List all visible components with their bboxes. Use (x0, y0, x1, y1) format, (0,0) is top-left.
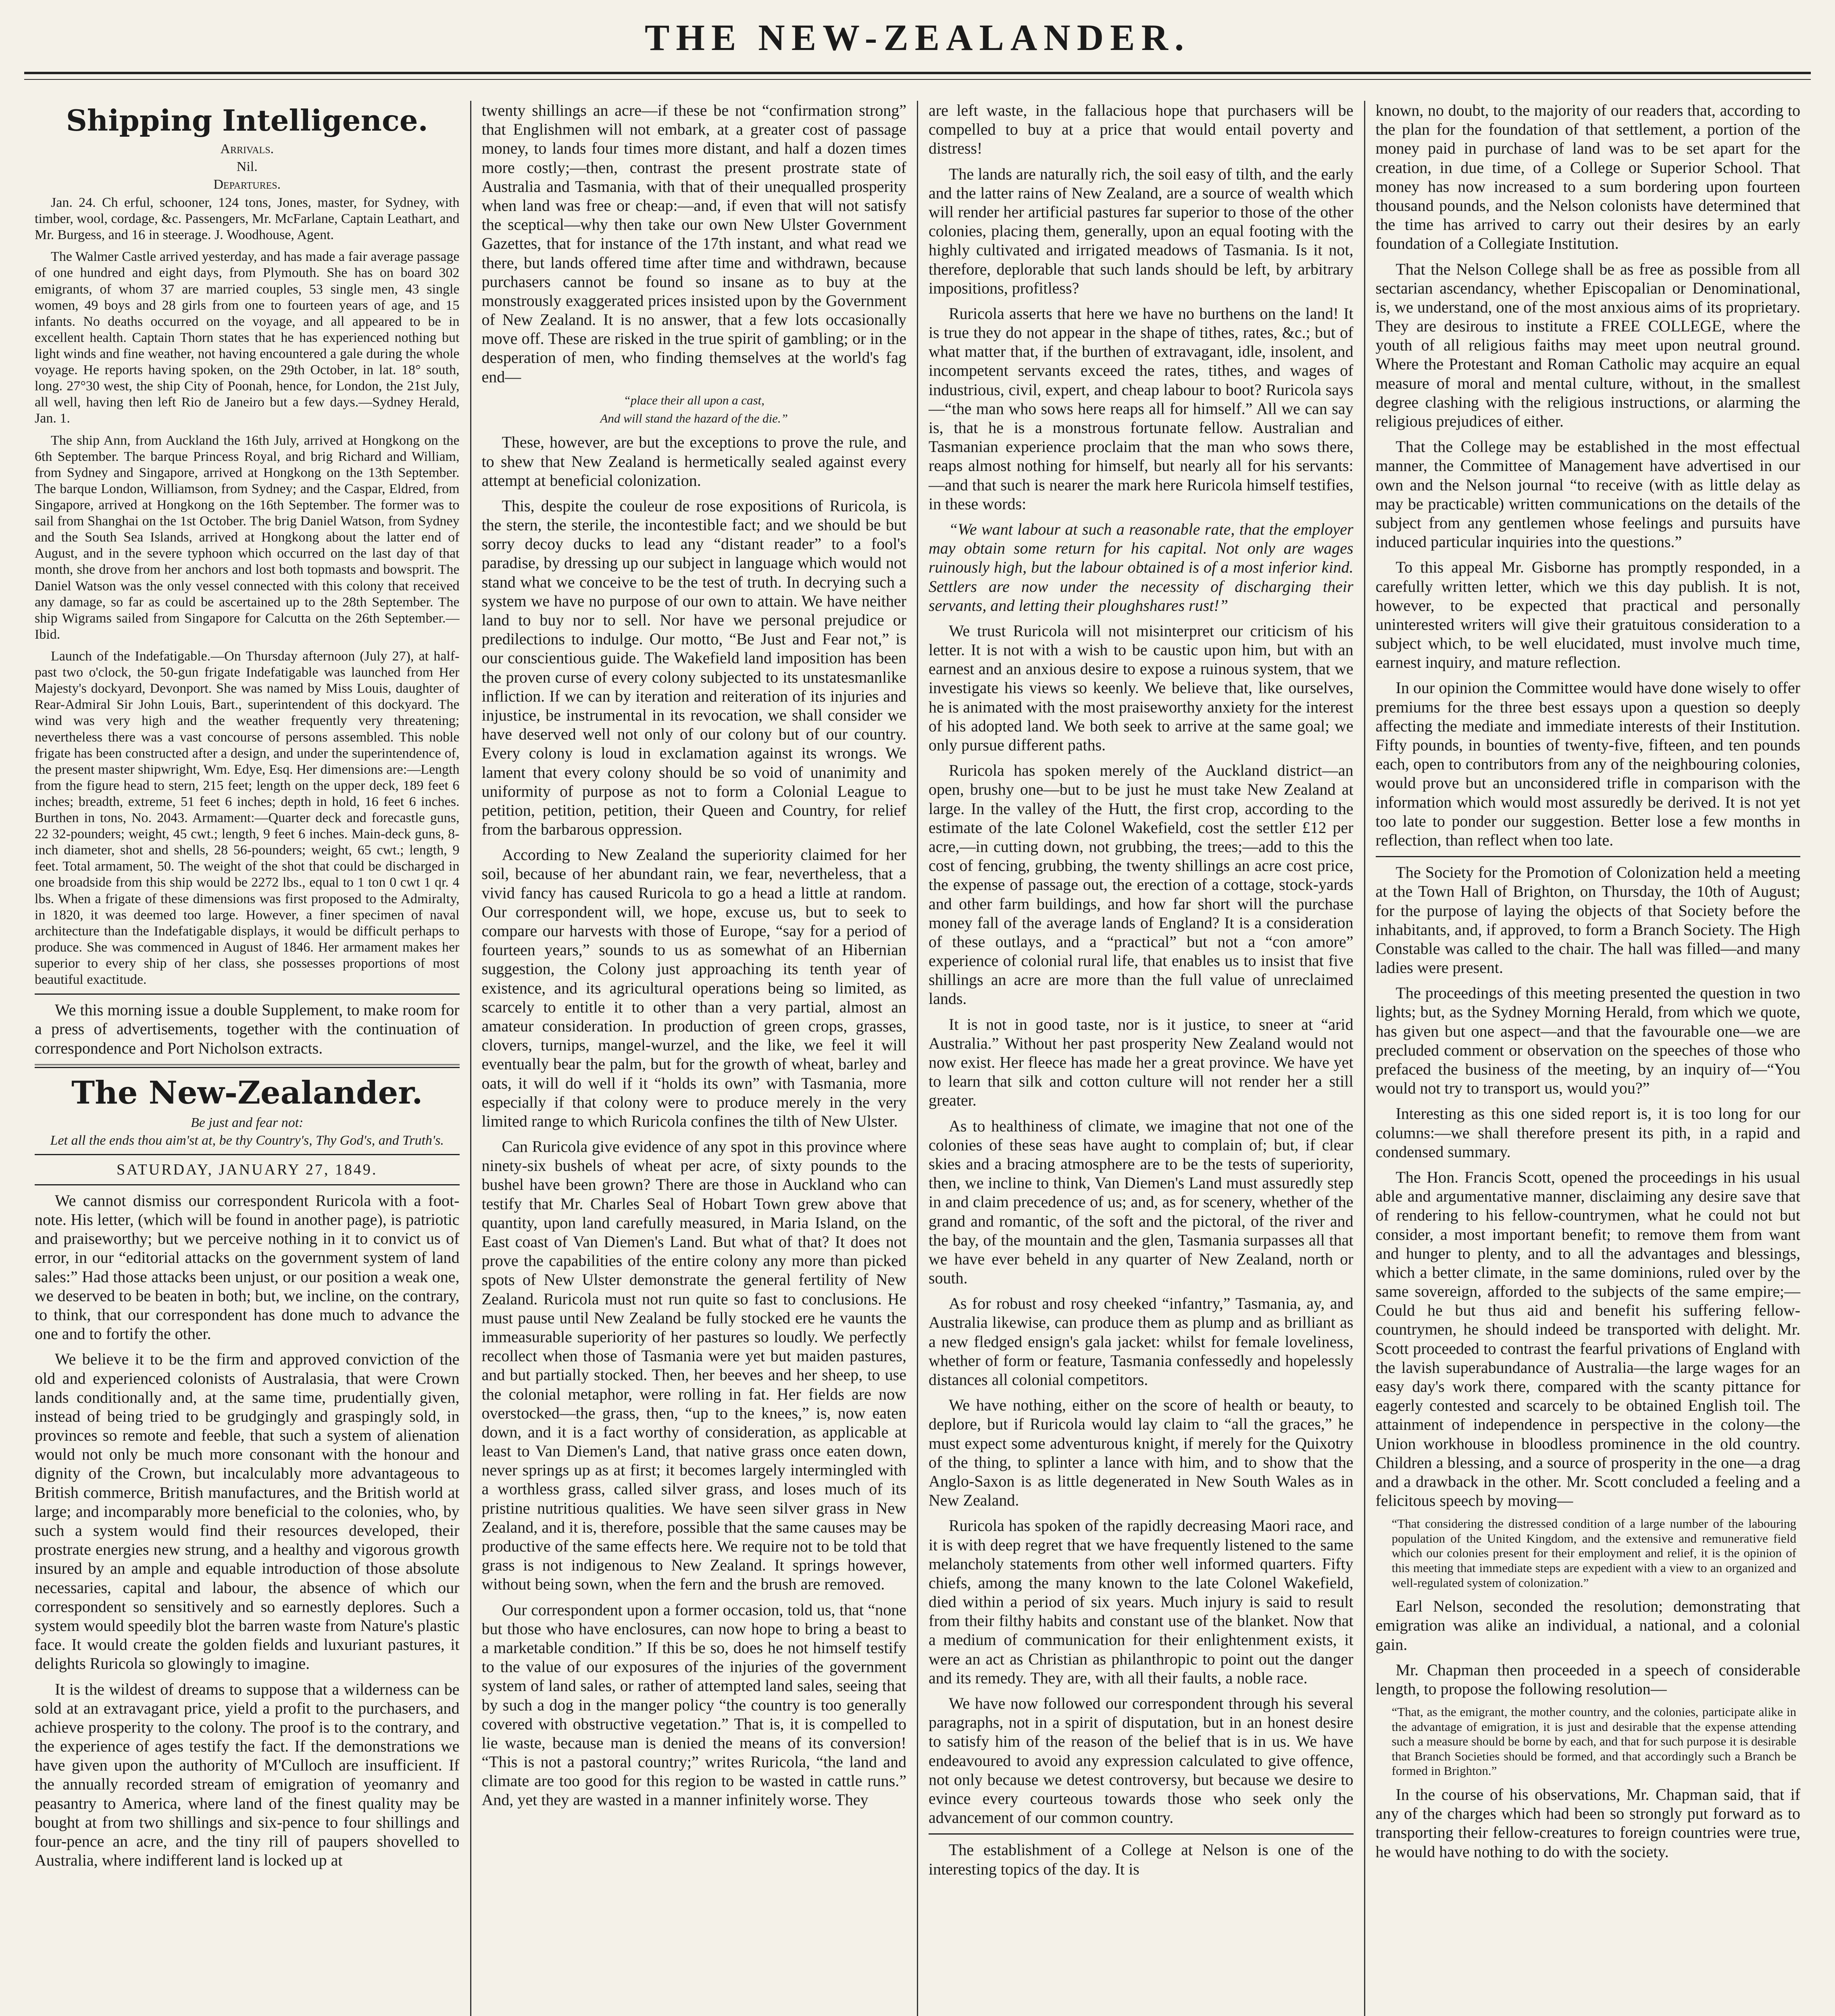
departures-text: Jan. 24. Ch erful, schooner, 124 tons, Jones, master, for Sydney, with timber, wool, cordage, &c. Passengers, Mr. McFarlane, Captain Leathart, and Mr. Burgess, and 16 in steerage. J. Woodhouse, Agent. (35, 195, 460, 243)
masthead-rule-thin (24, 79, 1811, 80)
resolution-quote: “That, as the emigrant, the mother country, and the colonies, participate alike in the advantage of emigration, it is just and desirable that the expense attending such a measure should be borne by each, and that for such purpose it is desirable that Branch Societies should be formed, and that accordingly such a Branch be formed in Brighton.” (1391, 1705, 1796, 1778)
divider (35, 993, 460, 995)
supplement-notice: We this morning issue a double Supplement, to make room for a press of advertisements, together with the continuation of correspondence and Port Nicholson extracts. (35, 1001, 460, 1057)
editorial-paragraph: We believe it to be the firm and approved conviction of the old and experienced colonists of Australasia, that were Crown lands conditionally and, at the same time, prudentially given, instead of being tried to be grudgingly and graspingly sold, in provinces so remote and feeble, that such a system of alienation would not only be much more consonant with the honour and dignity of the Crown, but incalculably more advantageous to British commerce, British manufactures, and the British world at large; and incomparably more beneficial to the colonies, who, by such a system would find their resources developed, their prostrate energies new strung, and a healthy and vigorous growth insured by an ample and equable introduction of those absolute necessaries, capital and labour, the absence of which our correspondent so sensitively and so earnestly deplores. Such a system would speedily blot the barren waste from Nature's plastic face. It would create the golden fields and luxuriant pastures, it delights Ruricola so glowingly to imagine. (35, 1350, 460, 1673)
ship-ann-item: The ship Ann, from Auckland the 16th July, arrived at Hongkong on the 6th September. The barque Princess Royal, and brig Richard and William, from Sydney and Singapore, arrived at Hongkong on the 13th September. The barque London, Williamson, from Sydney; and the Caspar, Eldred, from Singapore, arrived at Hongkong on the 16th September. The former was to sail from Shanghai on the 1st October. The brig Daniel Watson, from Sydney and the South Sea Islands, arrived at Hongkong about the latter end of August, and in the severe typhoon which occurred on the last day of that month, she drove from her anchors and lost both topmasts and bowsprit. The Daniel Watson was the only vessel connected with this colony that received any damage, so far as could be ascertained up to the 28th September. The ship Wigrams sailed from Singapore for Calcutta on the 26th September.—Ibid. (35, 433, 460, 642)
columns (24, 101, 1811, 2016)
article-paragraph: That the Nelson College shall be as free as possible from all sectarian ascendancy, whether Episcopalian or Denominational, is, we understand, one of the most anxious aims of its proprietary. They are desirous to institute a FREE COLLEGE, where the youth of all religious faiths may meet upon neutral ground. Where the Protestant and Roman Catholic may acquire an equal measure of moral and mental culture, without, in the smallest degree clashing with the religious instructions, or alarming the religious prejudices of either. (1375, 260, 1800, 430)
column-4 (1364, 101, 1811, 2016)
article-paragraph: The Society for the Promotion of Colonization held a meeting at the Town Hall of Brighton, on Thursday, the 10th of August; for the purpose of laying the objects of that Society before the inhabitants, and, if approved, to form a Branch Society. The High Constable was called to the chair. The hall was filled—and many ladies were present. (1375, 863, 1800, 977)
divider (1376, 856, 1801, 857)
article-paragraph: As for robust and rosy cheeked “infantry,” Tasmania, ay, and Australia likewise, can produce them as plump and as brilliant as a new fledged ensign's gala jacket: whilst for female loveliness, whether of form or feature, Tasmania confessedly and hopelessly distances all colonial competitors. (929, 1294, 1354, 1389)
shipping-heading: Shipping Intelligence. (66, 103, 428, 137)
verse-line: “place their all upon a cast, (623, 393, 765, 407)
divider (35, 1064, 460, 1068)
article-paragraph: This, despite the couleur de rose expositions of Ruricola, is the stern, the sterile, the incontestible fact; and we should be but sorry decoy ducks to lead any “distant reader” to a fool's paradise, by dressing up our subject in language which would not stand what we conceive to be the test of truth. In decrying such a system we have no purpose of our own to attain. We have neither land to buy nor to sell. Nor have we personal prejudice or predilections to indulge. Our motto, “Be Just and Fear not,” is our conscientious guide. The Wakefield land imposition has been the proven curse of every colony subjected to its unstatesmanlike infliction. If we can by iteration and reiteration of its injuries and injustice, be instrumental in its revocation, we shall consider we have deserved well not only of our colony but of our country. Every colony is loud in exclamation against its wrongs. We lament that every colony should be so void of unanimity and uniformity of purpose as not to form a Colonial League to petition, petition, petition, their Queen and Country, for relief from the barbarous oppression. (481, 496, 906, 839)
article-paragraph: These, however, are but the exceptions to prove the rule, and to shew that New Zealand is hermetically sealed against every attempt at beneficial colonization. (481, 433, 906, 489)
article-paragraph: According to New Zealand the superiority claimed for her soil, because of her abundant rain, we fear, nevertheless, that a vivid fancy has caused Ruricola to go a head a little at random. Our correspondent will, we hope, excuse us, but to seek to compare our harvests with those of Europe, “say for a period of fourteen years,” sounds to us as somewhat of an Hibernian suggestion, the Colony just approaching its tenth year of existence, and its agricultural operations being so limited, as scarcely to entitle it to other than a very partial, almost an amateur consideration. In production of green crops, grasses, clovers, turnips, mangel-wurzel, and the like, we feel it will eventually bear the palm, but for the growth of wheat, barley and oats, it will do well if it “holds its own” with Tasmania, more especially if that colony were to produce merely in the very limited range to which Ruricola confines the tilth of New Ulster. (481, 846, 906, 1130)
article-paragraph: Ruricola asserts that here we have no burthens on the land! It is true they do not appear in the shape of tithes, rates, &c.; but of what matter that, if the burthen of extravagant, idle, insolent, and incompetent servants exceed the rates, tithes, and wages of industrious, civil, expert, and cheap labour to boot? Ruricola says—“the man who sows here reaps all for himself.” All we can say is, that he is a monstrous fortunate fellow. Australian and Tasmanian experience proclaim that the man who sows there, reaps almost nothing for himself, but nearly all for his servants:—and that such is nearer the mark here Ruricola himself testifies, in these words: (929, 304, 1354, 513)
article-paragraph: are left waste, in the fallacious hope that purchasers will be compelled to buy at a price that would entail poverty and distress! (929, 101, 1354, 158)
masthead-title: THE NEW-ZEALANDER. (645, 17, 1190, 58)
divider (35, 1184, 460, 1185)
quoted-passage: “We want labour at such a reasonable rate, that the employer may obtain some return for his capital. Not only are wages ruinously high, but the labour obtained is of a most inferior kind. Settlers are now under the necessity of discharging their servants, and letting their ploughshares rust!” (929, 520, 1354, 614)
divider (35, 1154, 460, 1155)
article-paragraph: We have now followed our correspondent through his several paragraphs, not in a spirit of disputation, but in an honest desire to satisfy him of the reason of the belief that is in us. We have endeavoured to avoid any expression calculated to give offence, not only because we detest controversy, but because we desire to evince every courteous towards those who seek only the advancement of our common country. (929, 1694, 1354, 1827)
article-paragraph: In the course of his observations, Mr. Chapman said, that if any of the charges which had been so strongly put forward as to transporting their fellow-creatures to foreign countries were true, he would have nothing to do with the society. (1375, 1785, 1800, 1861)
article-paragraph: Our correspondent upon a former occasion, told us, that “none but those who have enclosures, can now hope to bring a beast to a marketable condition.” If this be so, does he not himself testify to the value of our exposures of the injuries of the government system of land sales, or rather of attempted land sales, seeing that by such a dog in the manger policy “the country is too generally covered with obstructive vegetation.” That is, it is compelled to lie waste, because man is denied the means of its conversion! “This is not a pastoral country;” writes Ruricola, “the land and climate are too good for this region to be wasted in cattle runs.” And, yet they are wasted in a manner infinitely worse. They (481, 1600, 906, 1809)
article-paragraph: twenty shillings an acre—if these be not “confirmation strong” that Englishmen will not embark, at a greater cost of passage money, to lands four times more distant, and half a dozen times more costly;—then, contrast the present prostrate state of Australia and Tasmania, with that of their unequalled prosperity when land was free or cheap:—and, if even that will not satisfy the sceptical—why then take our own New Ulster Government Gazettes, that for instance of the 17th instant, and what read we there, but lands offered time after time and withdrawn, because purchasers cannot be found so insane as to buy at the monstrously exaggerated prices insisted upon by the Government of New Zealand. It is no answer, that a few lots occasionally move off. These are risked in the true spirit of gambling; or in the desperation of men, who finding themselves at the world's fag end— (481, 101, 906, 386)
verse-line: And will stand the hazard of the die.” (600, 411, 788, 425)
article-paragraph: Interesting as this one sided report is, it is too long for our columns:—we shall therefore present its pith, in a rapid and condensed summary. (1375, 1104, 1800, 1161)
article-paragraph: The proceedings of this meeting presented the question in two lights; but, as the Sydney Morning Herald, from which we quote, has given but one aspect—and that the favourable one—we are precluded comment or observation on the speeches of those who prefaced the business of the meeting, by an inquiry of—“You would not try to transport us, would you?” (1375, 984, 1800, 1098)
dateline: SATURDAY, JANUARY 27, 1849. (117, 1161, 378, 1178)
article-paragraph: The lands are naturally rich, the soil easy of tilth, and the early and the latter rains of New Zealand, are a source of wealth which will render her artificial pastures far superior to those of the other colonies, placing them, generally, upon an equal footing with the highly cultivated and irrigated meadows of Tasmania. Is it not, therefore, deplorable that such lands should be left, by arbitrary impositions, profitless? (929, 165, 1354, 297)
article-paragraph: Can Ruricola give evidence of any spot in this province where ninety-six bushels of wheat per acre, of sixty pounds to the bushel have been grown? There are those in Auckland who can testify that Mr. Charles Seal of Hobart Town grew above that quantity, upon land carefully measured, in Maria Island, on the East coast of Van Diemen's Land. But what of that? It does not prove the capabilities of the entire colony any more than picked spots of New Ulster demonstrate the general fertility of New Zealand. Ruricola must not run quite so fast to conclusions. He must pause until New Zealand be fully stocked ere he vaunts the immeasurable superiority of her pastures so loudly. We perfectly recollect when those of Tasmania were yet but maiden pastures, and but partially stocked. Then, her beeves and her sheep, to use the colonial metaphor, were rolling in fat. Her fields are now overstocked—the grass, then, “up to the knees,” is, now eaten down, and it is a fact worthy of consideration, as applicable at least to Van Diemen's Land, that native grass once eaten down, never springs up as at first; it becomes largely intermingled with a worthless grass, called silver grass, and loses much of its pristine nutritious qualities. We have seen silver grass in New Zealand, and it is, therefore, possible that the same causes may be productive of the same effects here. We require not to be told that grass is not indigenous to New Zealand. It springs however, without being sown, when the fern and the brush are removed. (481, 1137, 906, 1593)
motto-line-2: Let all the ends thou aim'st at, be thy Country's, Thy God's, and Truth's. (50, 1133, 444, 1148)
divider (929, 1833, 1354, 1835)
article-paragraph: The establishment of a College at Nelson is one of the interesting topics of the day. It is (929, 1841, 1354, 1878)
article-paragraph: We have nothing, either on the score of health or beauty, to deplore, but if Ruricola would lay claim to “all the graces,” he must expect some adventurous knight, if merely for the Quixotry of the thing, to splinter a lance with him, and to show that the Anglo-Saxon is as little degenerated in New South Wales as in New Zealand. (929, 1396, 1354, 1510)
article-paragraph: In our opinion the Committee would have done wisely to offer premiums for the three best essays upon a question so deeply affecting the mediate and immediate interests of their Institution. Fifty pounds, in bounties of twenty-five, fifteen, and ten pounds each, open to contributors from any of the neighbouring colonies, would prove but an unconsidered trifle in comparison with the information which would most assuredly be derived. It is not yet too late to ponder our suggestion. Better lose a few months in reflection, than reflect when too late. (1375, 679, 1800, 849)
article-paragraph: We trust Ruricola will not misinterpret our criticism of his letter. It is not with a wish to be caustic upon him, but with an earnest and an anxious desire to expose a ruinous system, that we investigate his views so keenly. We believe that, like ourselves, he is animated with the most praiseworthy anxiety for the interest of his adopted land. We both seek to arrive at the same goal; we only pursue different paths. (929, 621, 1354, 754)
departures-label: Departures. (213, 177, 281, 192)
walmer-castle-item: The Walmer Castle arrived yesterday, and has made a fair average passage of one hundred and eight days, from Plymouth. She has on board 302 emigrants, of whom 37 are married couples, 53 single men, 43 single women, 49 boys and 28 girls from one to fourteen years of age, and 15 infants. No deaths occurred on the voyage, and all appeared to be in excellent health. Captain Thorn states that he has experienced nothing but light winds and fine weather, not having encountered a gale during the whole voyage. He reports having spoken, on the 29th October, in lat. 18° south, long. 27°30 west, the ship City of Poonah, hence, for London, the 21st July, all well, having then left Rio de Janeiro but a few days.—Sydney Herald, Jan. 1. (35, 249, 460, 426)
resolution-quote: “That considering the distressed condition of a large number of the labouring population of the United Kingdom, and the extensive and remunerative field which our colonies present for their employment and relief, it is the opinion of this meeting that immediate steps are expedient with a view to an organized and well-regulated system of colonization.” (1391, 1516, 1796, 1590)
article-paragraph: Earl Nelson, seconded the resolution; demonstrating that emigration was alike an individual, a national, and a colonial gain. (1375, 1597, 1800, 1654)
article-paragraph: That the College may be established in the most effectual manner, the Committee of Management have advertised in our own and the Nelson journal “to receive (with as little delay as may be practicable) written communications on the details of the subject from any gentlemen whose feelings and pursuits have induced particular inquiries into the questions.” (1375, 437, 1800, 551)
column-1 (24, 101, 470, 2016)
arrivals-nil: Nil. (236, 159, 258, 174)
paper-title: The New-Zealander. (71, 1074, 423, 1111)
article-paragraph: It is not in good taste, nor is it justice, to sneer at “arid Australia.” Without her past prosperity New Zealand would not now exist. Her fleece has made her a great province. We have yet to learn that silk and cotton culture will not render her a still greater. (929, 1015, 1354, 1110)
article-paragraph: To this appeal Mr. Gisborne has promptly responded, in a carefully written letter, which we this day publish. It is not, however, to be expected that practical and personally uninterested writers will give their gratuitous consideration to a subject which, to be well elucidated, must involve much time, earnest inquiry, and mature reflection. (1375, 558, 1800, 672)
article-paragraph: The Hon. Francis Scott, opened the proceedings in his usual able and argumentative manner, disclaiming any desire save that of rendering to his fellow-countrymen, what he could not but consider, a most important benefit; to remove them from want and hunger to plenty, and to all the advantages and blessings, which a better climate, in the same dominions, ruled over by the same sovereign, afforded to the subjects of the same empire;—Could he but thus aid and benefit his suffering fellow-countrymen, he should indeed be transported with delight. Mr. Scott proceeded to contrast the fearful privations of England with the lavish superabundance of Australia—the large wages for an easy day's work there, compared with the scanty pittance for eagerly contested and scarcely to be obtained English toil. The attainment of independence in perspective in the colony—the Union workhouse in bloodless prominence in the old country. Children a blessing, and a source of prosperity in the one—a drag and a drawback in the other. Mr. Scott concluded a feeling and a felicitous speech by moving— (1375, 1168, 1800, 1510)
column-3 (917, 101, 1364, 2016)
editorial-paragraph: We cannot dismiss our correspondent Ruricola with a foot-note. His letter, (which will be found in another page), is patriotic and praiseworthy; but we perceive nothing in it to convict us of error, in our “editorial attacks on the government system of land sales:” Had those attacks been unjust, or our position a weak one, we deserved to be beaten in both; but, we incline, on the contrary, to think, that our correspondent has done much to advance the one and to fortify the other. (35, 1191, 460, 1343)
masthead-rule (24, 72, 1811, 74)
arrivals-label: Arrivals. (220, 142, 274, 156)
article-paragraph: Mr. Chapman then proceeded in a speech of considerable length, to propose the following resolution— (1375, 1660, 1800, 1698)
article-paragraph: As to healthiness of climate, we imagine that not one of the colonies of these seas have aught to complain of; but, if clear skies and a bracing atmosphere are to be the tests of superiority, then, we incline to think, Van Diemen's Land must assuredly step in and claim precedence of us; and, as for scenery, whether of the grand and romantic, of the soft and the pictoral, of the river and the bay, of the mountain and the glen, Tasmania surpasses all that we have ever beheld in any quarter of New Zealand, north or south. (929, 1116, 1354, 1287)
article-paragraph: Ruricola has spoken of the rapidly decreasing Maori race, and it is with deep regret that we have frequently listened to the same melancholy statements from other well informed quarters. Fifty chiefs, among the many known to the late Colonel Wakefield, died within a period of six years. Much injury is said to result from their filthy habits and constant use of the blanket. Now that a medium of communication for their enlightenment exists, it were an act as Christian as philanthropic to point out the danger and its remedy. They are, with all their faults, a noble race. (929, 1516, 1354, 1687)
editorial-paragraph: It is the wildest of dreams to suppose that a wilderness can be sold at an extravagant price, yield a profit to the purchasers, and achieve prosperity to the colony. The proof is to the contrary, and the experience of ages testify the fact. If the demonstrations we have given upon the authority of M'Culloch are insufficient. If the annually recorded stream of emigration of yeomanry and peasantry to America, where land of the finest quality may be bought at from two shillings and six-pence to four shillings and four-pence an acre, and the tiny rill of paupers shovelled to Australia, where indifferent land is locked up at (35, 1680, 460, 1870)
article-paragraph: Ruricola has spoken merely of the Auckland district—an open, brushy one—but to be just he must take New Zealand at large. In the valley of the Hutt, the first crop, according to the estimate of the late Colonel Wakefield, cost the settler £12 per acre,—in cutting down, not grubbing, the trees;—add to this the cost of fencing, grubbing, the twenty shillings an acre cost price, the expense of passage out, the erection of a cottage, stock-yards and other farm buildings, and how far short will the purchase money fall of the average lands of England? It is a consideration of these outlays, and a “practical” but not a “con amore” experience of colonial rural life, that enables us to insist that five shillings an acre are more than the full value of unreclaimed lands. (929, 761, 1354, 1008)
launch-item: Launch of the Indefatigable.—On Thursday afternoon (July 27), at half-past two o'clock, the 50-gun frigate Indefatigable was launched from Her Majesty's dockyard, Devonport. She was named by Miss Louis, daughter of Rear-Admiral Sir John Louis, Bart., superintendent of this dockyard. The wind was very high and the weather frequently very threatening; nevertheless there was a vast concourse of persons assembled. This noble frigate has been constructed after a design, and under the superintendence of, the present master shipwright, Wm. Edye, Esq. Her dimensions are:—Length from the figure head to stern, 215 feet; length on the upper deck, 189 feet 6 inches; breadth, extreme, 51 feet 6 inches; depth in hold, 16 feet 6 inches. Burthen in tons, No. 2043. Armament:—Quarter deck and forecastle guns, 22 32-pounders; weight, 45 cwt.; length, 9 feet 6 inches. Main-deck guns, 8-inch diameter, shot and shells, 28 56-pounders; weight, 65 cwt.; length, 9 feet. Total armament, 50. The weight of the shot that could be discharged in one broadside from this ship would be 2272 lbs., equal to 1 ton 0 cwt 1 qr. 4 lbs. When a frigate of these dimensions was first proposed to the Admiralty, in 1820, it was deemed too large. However, a finer specimen of naval architecture than the Indefatigable displays, it would be difficult perhaps to produce. She was commenced in August of 1846. Her armament makes her superior to every ship of her class, she possesses proportions of most beautiful exactitude. (35, 648, 460, 987)
motto-line-1: Be just and fear not: (190, 1115, 304, 1130)
article-paragraph: known, no doubt, to the majority of our readers that, according to the plan for the foundation of that settlement, a portion of the money paid in purchase of land was to be set apart for the creation, in due time, of a College or Superior School. That money has now increased to a sum bordering upon fourteen thousand pounds, and the Nelson colonists have determined that the time has arrived to carry out their desires by an early foundation of a Collegiate Institution. (1375, 101, 1800, 253)
column-2 (470, 101, 917, 2016)
